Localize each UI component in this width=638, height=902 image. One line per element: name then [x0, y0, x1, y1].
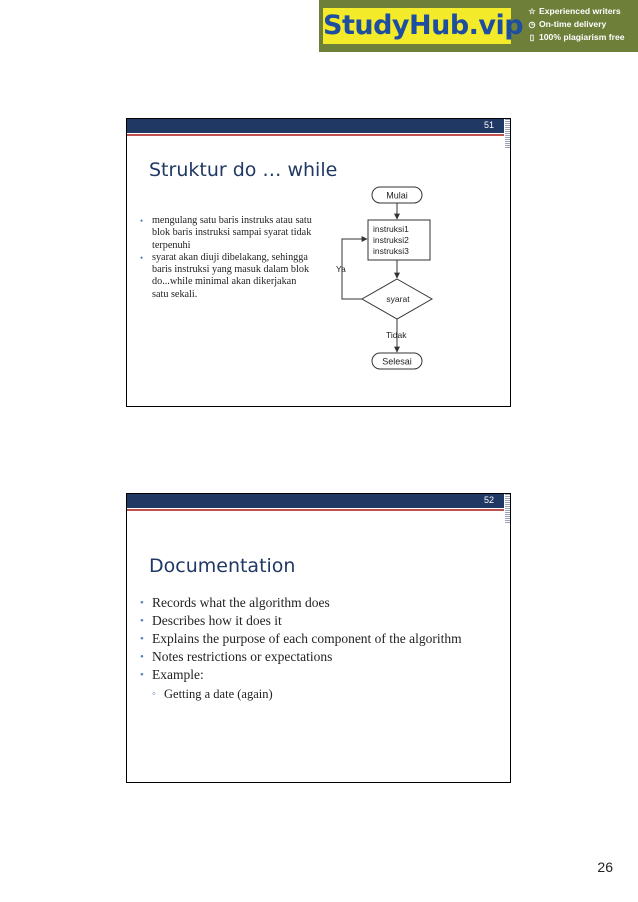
sub-bullet-item — [140, 686, 490, 703]
studyhub-logo[interactable] — [319, 0, 524, 52]
flow-no-label: Tidak — [386, 330, 407, 340]
slide-bullets — [140, 594, 490, 704]
slide-title: Struktur do … while — [149, 159, 338, 181]
bullet-dot-icon: • — [140, 651, 144, 663]
page-number: 26 — [597, 859, 613, 875]
banner-feature-label: On-time delivery — [539, 19, 607, 29]
flow-process-line-1: instruksi1 — [373, 224, 409, 234]
banner-feature-label: 100% plagiarism free — [539, 32, 625, 42]
bullet-text: Records what the algorithm does — [152, 595, 330, 610]
studyhub-banner[interactable] — [319, 0, 638, 52]
studyhub-logo-text: StudyHub.vip — [323, 8, 511, 44]
bullet-text: mengulang satu baris instruks atau satu blok baris instruksi sampai syarat tidak terpenuhi — [152, 215, 312, 251]
slide-number: 51 — [483, 120, 494, 130]
flow-process-line-3: instruksi3 — [373, 246, 409, 256]
flow-end-label: Selesai — [382, 356, 412, 367]
flow-decision-label: syarat — [386, 294, 410, 304]
slide-stripes — [505, 494, 510, 524]
slide-top-bar — [127, 119, 504, 133]
flowchart — [332, 182, 462, 382]
flow-yes-label: Ya — [336, 264, 346, 274]
banner-feature-label: Experienced writers — [539, 6, 621, 16]
bullet-item — [140, 666, 490, 683]
document-icon: ▯ — [529, 33, 535, 42]
slide-51 — [126, 118, 511, 407]
bullet-dot-icon: • — [140, 615, 144, 627]
clock-icon: ◷ — [528, 20, 536, 29]
bullet-text: Getting a date (again) — [164, 687, 273, 701]
slide-title: Documentation — [149, 555, 296, 577]
sub-bullet-circle-icon: ◦ — [152, 688, 156, 700]
slide-number: 52 — [483, 495, 494, 505]
star-icon: ☆ — [528, 7, 536, 16]
bullet-item — [140, 612, 490, 629]
banner-features — [527, 5, 637, 44]
bullet-dot-icon: • — [140, 633, 144, 645]
flow-process-line-2: instruksi2 — [373, 235, 409, 245]
bullet-dot-icon: • — [140, 216, 144, 226]
bullet-text: syarat akan diuji dibelakang, sehingga baris instruksi yang masuk dalam blok do...while minimal akan dikerjakan satu sekali. — [152, 251, 310, 300]
banner-feature-writers — [527, 5, 637, 18]
bullet-text: Describes how it does it — [152, 613, 282, 628]
bullet-item — [140, 252, 315, 301]
bullet-item — [140, 630, 490, 647]
bullet-dot-icon: • — [140, 597, 144, 609]
bullet-dot-icon: • — [140, 669, 144, 681]
banner-feature-plagiarism — [527, 31, 637, 44]
slide-bullets — [140, 215, 315, 301]
bullet-item — [140, 215, 315, 252]
bullet-text: Notes restrictions or expectations — [152, 649, 333, 664]
slide-52 — [126, 493, 511, 783]
flow-start-label: Mulai — [386, 190, 408, 201]
bullet-dot-icon: • — [140, 252, 144, 263]
bullet-text: Explains the purpose of each component of the algorithm — [152, 631, 462, 646]
bullet-text: Example: — [152, 667, 204, 682]
slide-top-bar — [127, 494, 504, 508]
bullet-item — [140, 594, 490, 611]
bullet-item — [140, 648, 490, 665]
banner-feature-delivery — [527, 18, 637, 31]
slide-stripes — [505, 119, 510, 149]
